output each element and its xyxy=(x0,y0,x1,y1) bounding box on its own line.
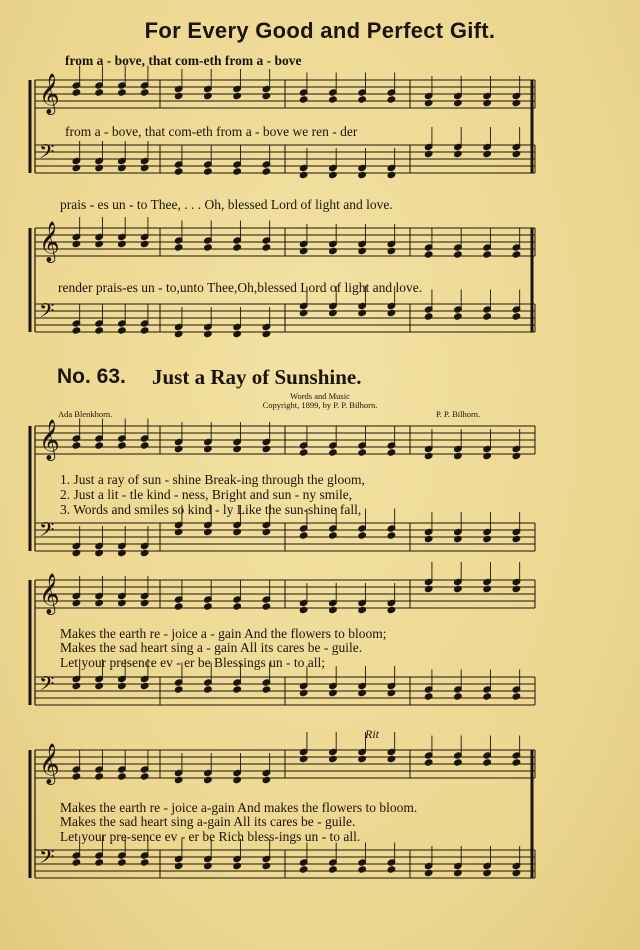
verse-line: Makes the earth re - joice a-gain And makes the flowers to bloom. xyxy=(60,800,418,815)
note-head xyxy=(118,442,127,449)
note-head xyxy=(262,528,271,535)
note-head xyxy=(299,689,308,696)
note-head xyxy=(424,585,433,592)
note-head xyxy=(262,445,271,452)
note-head xyxy=(358,247,367,254)
note-head xyxy=(424,759,433,766)
treble-clef-icon: 𝄞 xyxy=(39,744,60,785)
note-head xyxy=(204,330,213,337)
note-head xyxy=(204,168,213,175)
verse-line: Makes the sad heart sing a-gain All its cares be - guile. xyxy=(60,814,356,829)
note-head xyxy=(140,549,149,556)
note-head xyxy=(118,773,127,780)
note-head xyxy=(262,244,271,251)
note-head xyxy=(204,862,213,869)
note-head xyxy=(387,866,396,873)
note-head xyxy=(424,99,433,106)
note-head xyxy=(233,445,242,452)
note-head xyxy=(299,532,308,539)
note-head xyxy=(262,862,271,869)
note-head xyxy=(454,251,463,258)
note-head xyxy=(204,776,213,783)
note-head xyxy=(72,599,81,606)
bass-clef-icon: 𝄢 xyxy=(39,671,55,700)
note-head xyxy=(118,599,127,606)
note-head xyxy=(483,869,492,876)
note-head xyxy=(118,164,127,171)
composer-credit: P. P. Bilhorn. xyxy=(436,409,481,419)
note-head xyxy=(483,99,492,106)
note-head xyxy=(358,755,367,762)
note-head xyxy=(424,251,433,258)
note-head xyxy=(329,866,338,873)
note-head xyxy=(483,585,492,592)
note-head xyxy=(262,168,271,175)
note-head xyxy=(204,528,213,535)
note-head xyxy=(454,99,463,106)
note-head xyxy=(140,682,149,689)
note-head xyxy=(174,603,183,610)
note-head xyxy=(512,313,521,320)
note-head xyxy=(483,150,492,157)
note-head xyxy=(512,99,521,106)
note-head xyxy=(454,535,463,542)
note-head xyxy=(483,759,492,766)
note-head xyxy=(358,96,367,103)
note-head xyxy=(262,686,271,693)
note-head xyxy=(174,168,183,175)
note-head xyxy=(204,445,213,452)
note-head xyxy=(233,686,242,693)
note-head xyxy=(358,309,367,316)
note-head xyxy=(95,682,104,689)
note-head xyxy=(72,327,81,334)
note-head xyxy=(512,535,521,542)
note-head xyxy=(483,251,492,258)
note-head xyxy=(512,869,521,876)
note-head xyxy=(387,309,396,316)
note-head xyxy=(424,452,433,459)
note-head xyxy=(118,89,127,96)
note-head xyxy=(204,686,213,693)
note-head xyxy=(299,449,308,456)
note-head xyxy=(262,330,271,337)
note-head xyxy=(72,549,81,556)
verse-line: 3. Words and smiles so kind - ly Like the sun-shine fall, xyxy=(60,502,362,517)
note-head xyxy=(233,330,242,337)
note-head xyxy=(140,327,149,334)
note-head xyxy=(329,247,338,254)
verse-line: Let your presence ev - er be Blessings un - to all; xyxy=(60,655,326,670)
note-head xyxy=(174,92,183,99)
note-head xyxy=(72,773,81,780)
note-head xyxy=(174,244,183,251)
note-head xyxy=(174,862,183,869)
note-head xyxy=(387,755,396,762)
note-head xyxy=(262,603,271,610)
note-head xyxy=(424,693,433,700)
note-head xyxy=(174,445,183,452)
verse-line: Makes the earth re - joice a - gain And the flowers to bloom; xyxy=(60,626,387,641)
note-head xyxy=(262,776,271,783)
note-head xyxy=(483,535,492,542)
note-head xyxy=(140,164,149,171)
note-head xyxy=(174,776,183,783)
note-head xyxy=(95,442,104,449)
note-head xyxy=(233,862,242,869)
note-head xyxy=(483,693,492,700)
note-head xyxy=(140,442,149,449)
note-head xyxy=(358,171,367,178)
note-head xyxy=(387,606,396,613)
note-head xyxy=(299,247,308,254)
note-head xyxy=(118,549,127,556)
note-head xyxy=(358,532,367,539)
song-title-perfect-gift: For Every Good and Perfect Gift. xyxy=(144,18,496,43)
note-head xyxy=(72,859,81,866)
note-head xyxy=(387,689,396,696)
note-head xyxy=(95,89,104,96)
note-head xyxy=(329,96,338,103)
note-head xyxy=(387,449,396,456)
note-head xyxy=(233,603,242,610)
note-head xyxy=(95,773,104,780)
note-head xyxy=(483,313,492,320)
note-head xyxy=(512,251,521,258)
note-head xyxy=(72,89,81,96)
note-head xyxy=(512,693,521,700)
note-head xyxy=(512,452,521,459)
bass-clef-icon: 𝄢 xyxy=(39,139,55,168)
note-head xyxy=(204,244,213,251)
note-head xyxy=(118,859,127,866)
note-head xyxy=(454,759,463,766)
note-head xyxy=(233,776,242,783)
note-head xyxy=(424,535,433,542)
note-head xyxy=(299,309,308,316)
note-head xyxy=(174,528,183,535)
note-head xyxy=(424,313,433,320)
note-head xyxy=(387,247,396,254)
note-head xyxy=(358,866,367,873)
song-title-ray-of-sunshine: Just a Ray of Sunshine. xyxy=(152,365,362,389)
note-head xyxy=(72,164,81,171)
note-head xyxy=(454,693,463,700)
note-head xyxy=(233,168,242,175)
note-head xyxy=(512,759,521,766)
note-head xyxy=(204,92,213,99)
note-head xyxy=(329,309,338,316)
note-head xyxy=(329,449,338,456)
note-head xyxy=(387,171,396,178)
note-head xyxy=(387,532,396,539)
verse-line: 2. Just a lit - tle kind - ness, Bright and sun - ny smile, xyxy=(60,487,353,502)
note-head xyxy=(329,755,338,762)
note-head xyxy=(299,171,308,178)
bass-clef-icon: 𝄢 xyxy=(39,298,55,327)
note-head xyxy=(424,150,433,157)
note-head xyxy=(95,164,104,171)
note-head xyxy=(512,585,521,592)
note-head xyxy=(358,606,367,613)
note-head xyxy=(299,755,308,762)
note-head xyxy=(512,150,521,157)
treble-clef-icon: 𝄞 xyxy=(39,74,60,115)
note-head xyxy=(262,92,271,99)
bass-clef-icon: 𝄢 xyxy=(39,844,55,873)
note-head xyxy=(299,866,308,873)
note-head xyxy=(118,327,127,334)
note-head xyxy=(95,599,104,606)
note-head xyxy=(454,313,463,320)
note-head xyxy=(454,585,463,592)
note-head xyxy=(174,686,183,693)
bass-clef-icon: 𝄢 xyxy=(39,517,55,546)
note-head xyxy=(233,528,242,535)
note-head xyxy=(299,606,308,613)
note-head xyxy=(299,96,308,103)
note-head xyxy=(358,449,367,456)
note-head xyxy=(118,682,127,689)
ritardando-mark: Rit xyxy=(365,727,379,741)
lyric-line: from a - bove, that com-eth from a - bove xyxy=(65,53,302,68)
note-head xyxy=(140,773,149,780)
note-head xyxy=(140,240,149,247)
note-head xyxy=(454,869,463,876)
note-head xyxy=(454,150,463,157)
note-head xyxy=(424,869,433,876)
note-head xyxy=(233,92,242,99)
note-head xyxy=(483,452,492,459)
lyric-line: from a - bove, that com-eth from a - bove we ren - der xyxy=(65,124,358,139)
note-head xyxy=(454,452,463,459)
note-head xyxy=(329,532,338,539)
words-and-music-credit: Words and Music xyxy=(290,391,350,401)
note-head xyxy=(358,689,367,696)
treble-clef-icon: 𝄞 xyxy=(39,222,60,263)
note-head xyxy=(140,89,149,96)
verse-line: Makes the sad heart sing a - gain All its cares be - guile. xyxy=(60,640,363,655)
note-head xyxy=(95,549,104,556)
lyric-line: prais - es un - to Thee, . . . Oh, blessed Lord of light and love. xyxy=(60,197,393,212)
note-head xyxy=(233,244,242,251)
verse-line: 1. Just a ray of sun - shine Break-ing through the gloom, xyxy=(60,472,365,487)
note-head xyxy=(72,240,81,247)
note-head xyxy=(118,240,127,247)
treble-clef-icon: 𝄞 xyxy=(39,420,60,461)
lyric-line: render prais-es un - to,unto Thee,Oh,blessed Lord of light and love. xyxy=(58,280,423,295)
copyright-notice: Copyright, 1899, by P. P. Bilhorn. xyxy=(262,400,378,410)
note-head xyxy=(387,96,396,103)
note-head xyxy=(204,603,213,610)
note-head xyxy=(72,682,81,689)
note-head xyxy=(95,327,104,334)
note-head xyxy=(329,689,338,696)
treble-clef-icon: 𝄞 xyxy=(39,574,60,615)
lyricist-credit: Ada Blenkhorn. xyxy=(58,409,113,419)
note-head xyxy=(95,240,104,247)
note-head xyxy=(140,859,149,866)
note-head xyxy=(140,599,149,606)
hymn-number: No. 63. xyxy=(57,365,126,388)
note-head xyxy=(72,442,81,449)
note-head xyxy=(329,606,338,613)
note-head xyxy=(95,859,104,866)
note-head xyxy=(329,171,338,178)
verse-line: Let your pre-sence ev - er be Rich bless-ings un - to all. xyxy=(60,829,361,844)
note-head xyxy=(174,330,183,337)
